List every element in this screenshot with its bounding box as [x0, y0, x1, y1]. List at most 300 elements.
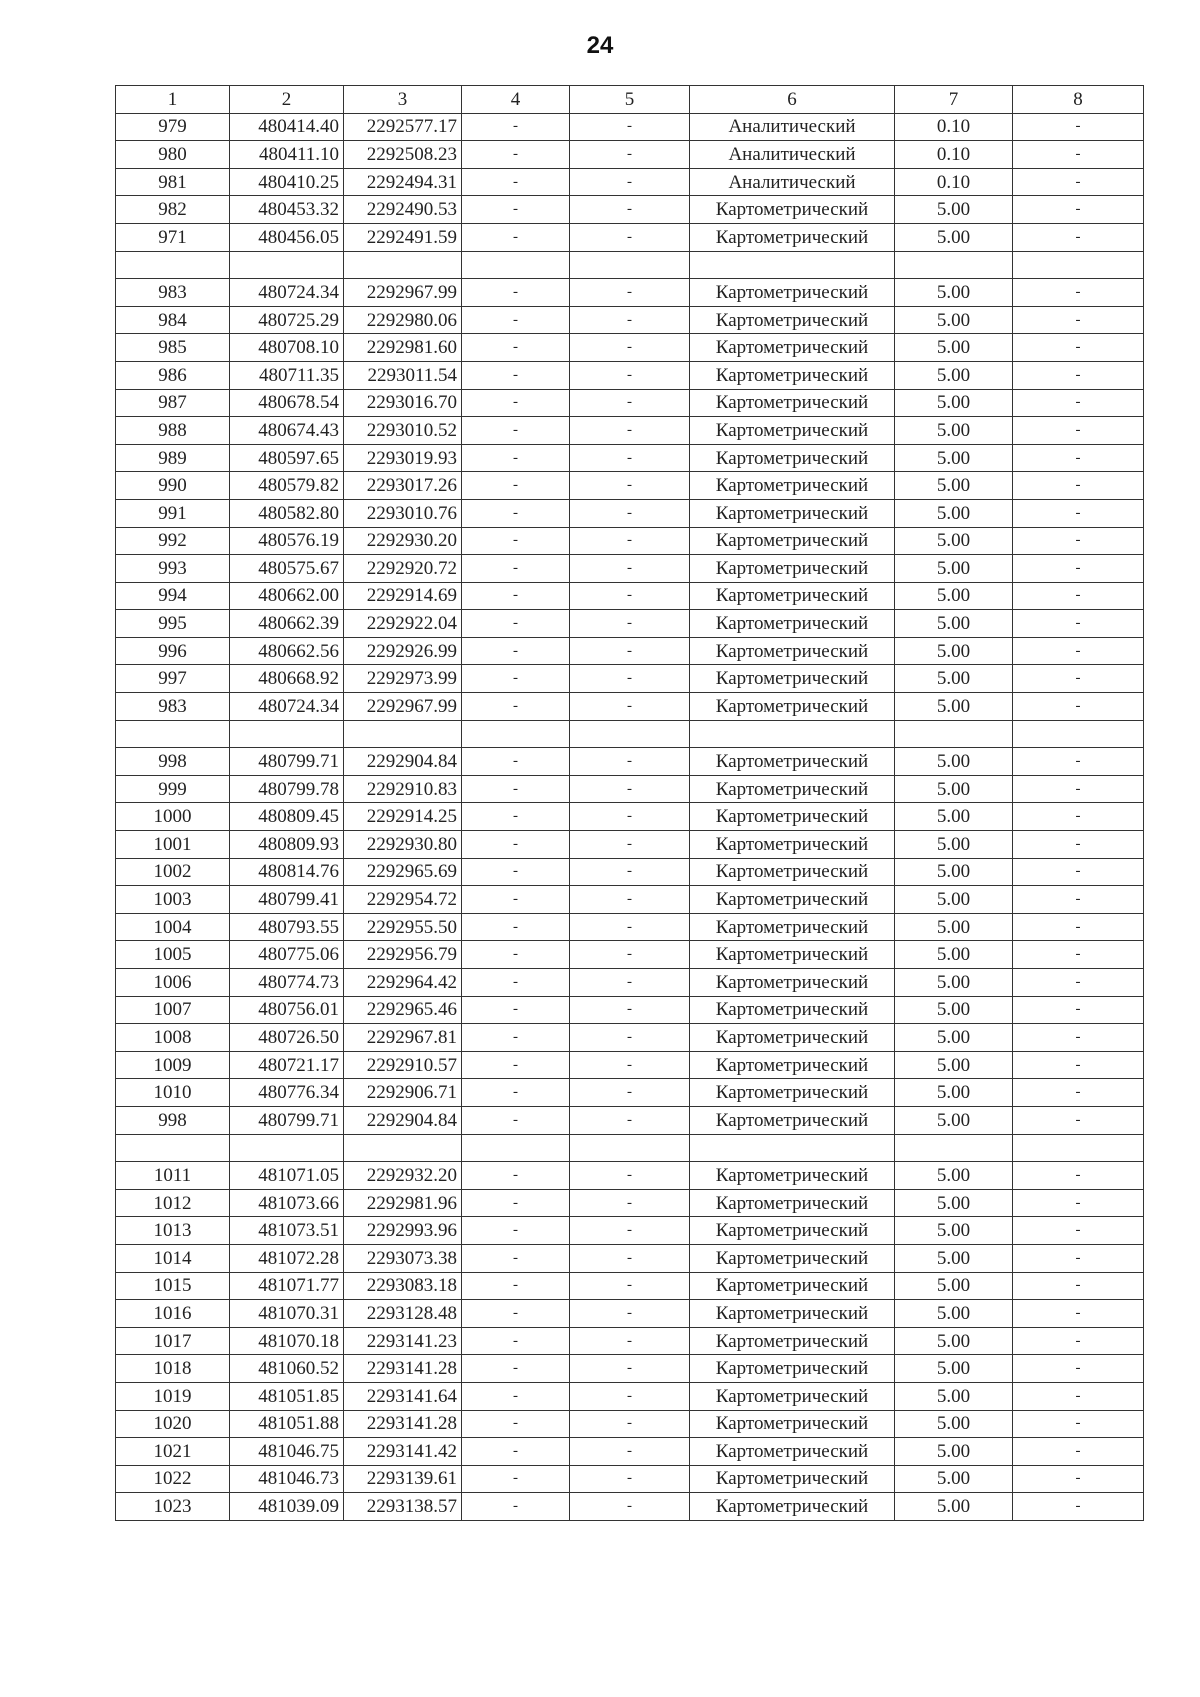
table-cell: Картометрический	[690, 1189, 895, 1217]
table-cell: 5.00	[895, 1493, 1013, 1521]
table-row	[116, 886, 1144, 914]
table-cell: 983	[116, 279, 230, 307]
table-cell: 480579.82	[230, 472, 344, 500]
table-cell: -	[570, 1382, 690, 1410]
column-header: 1	[116, 86, 230, 114]
table-cell: Картометрический	[690, 913, 895, 941]
table-cell: 2292973.99	[344, 665, 462, 693]
table-cell: 5.00	[895, 1079, 1013, 1107]
table-cell: -	[570, 168, 690, 196]
table-cell: -	[1013, 444, 1144, 472]
table-cell: 5.00	[895, 1051, 1013, 1079]
table-cell: 480456.05	[230, 223, 344, 251]
table-cell: 5.00	[895, 1106, 1013, 1134]
table-row	[116, 527, 1144, 555]
table-cell: 971	[116, 223, 230, 251]
table-cell: 5.00	[895, 831, 1013, 859]
table-cell: -	[1013, 969, 1144, 997]
table-cell: -	[462, 1327, 570, 1355]
table-cell: 2293141.28	[344, 1355, 462, 1383]
table-cell: 2292914.69	[344, 582, 462, 610]
table-cell: 1021	[116, 1438, 230, 1466]
table-cell: 2292965.69	[344, 858, 462, 886]
table-cell: Картометрический	[690, 1327, 895, 1355]
table-cell: 2292930.20	[344, 527, 462, 555]
table-cell: Картометрический	[690, 775, 895, 803]
table-cell: 987	[116, 389, 230, 417]
table-cell: 2292906.71	[344, 1079, 462, 1107]
table-cell: -	[570, 941, 690, 969]
table-cell: 5.00	[895, 1465, 1013, 1493]
table-cell: -	[1013, 306, 1144, 334]
table-cell: 480582.80	[230, 499, 344, 527]
table-cell: -	[1013, 334, 1144, 362]
empty-cell	[462, 720, 570, 748]
table-cell: 480809.45	[230, 803, 344, 831]
table-cell: 480726.50	[230, 1024, 344, 1052]
table-cell: 5.00	[895, 279, 1013, 307]
table-cell: 2292904.84	[344, 748, 462, 776]
table-cell: -	[462, 637, 570, 665]
table-cell: 2292967.99	[344, 693, 462, 721]
table-cell: -	[1013, 361, 1144, 389]
table-cell: 1018	[116, 1355, 230, 1383]
table-header-row	[116, 86, 1144, 114]
table-cell: 480662.00	[230, 582, 344, 610]
table-cell: -	[462, 499, 570, 527]
table-cell: 480668.92	[230, 665, 344, 693]
column-header: 8	[1013, 86, 1144, 114]
table-cell: 5.00	[895, 527, 1013, 555]
table-cell: 480678.54	[230, 389, 344, 417]
table-cell: 2292964.42	[344, 969, 462, 997]
table-cell: -	[462, 610, 570, 638]
table-cell: -	[462, 665, 570, 693]
table-cell: 2293010.52	[344, 417, 462, 445]
table-cell: 5.00	[895, 1272, 1013, 1300]
table-cell: 5.00	[895, 555, 1013, 583]
empty-cell	[344, 251, 462, 279]
table-cell: -	[1013, 1079, 1144, 1107]
table-row	[116, 996, 1144, 1024]
table-cell: -	[462, 141, 570, 169]
table-cell: -	[462, 1162, 570, 1190]
table-cell: 1010	[116, 1079, 230, 1107]
table-cell: 2293083.18	[344, 1272, 462, 1300]
table-row	[116, 1106, 1144, 1134]
table-cell: -	[1013, 389, 1144, 417]
empty-cell	[690, 1134, 895, 1162]
table-cell: -	[462, 1465, 570, 1493]
table-cell: 480662.39	[230, 610, 344, 638]
table-cell: -	[570, 831, 690, 859]
table-cell: 0.10	[895, 113, 1013, 141]
table-body	[116, 86, 1144, 1521]
table-cell: -	[462, 361, 570, 389]
table-cell: -	[570, 1106, 690, 1134]
table-cell: 5.00	[895, 693, 1013, 721]
table-row	[116, 775, 1144, 803]
table-cell: -	[570, 361, 690, 389]
table-cell: 2292967.81	[344, 1024, 462, 1052]
table-cell: 481071.05	[230, 1162, 344, 1190]
table-cell: Картометрический	[690, 886, 895, 914]
table-cell: 2292955.50	[344, 913, 462, 941]
table-cell: -	[570, 748, 690, 776]
table-cell: -	[570, 1189, 690, 1217]
table-cell: 2292491.59	[344, 223, 462, 251]
table-cell: 2293141.42	[344, 1438, 462, 1466]
table-cell: -	[570, 113, 690, 141]
table-cell: -	[462, 969, 570, 997]
table-cell: 5.00	[895, 637, 1013, 665]
table-cell: 994	[116, 582, 230, 610]
table-cell: -	[570, 803, 690, 831]
table-cell: -	[1013, 499, 1144, 527]
table-cell: 480708.10	[230, 334, 344, 362]
table-row	[116, 637, 1144, 665]
table-cell: 995	[116, 610, 230, 638]
table-cell: 2292981.96	[344, 1189, 462, 1217]
table-cell: 480809.93	[230, 831, 344, 859]
table-cell: 1004	[116, 913, 230, 941]
table-cell: 480799.41	[230, 886, 344, 914]
table-cell: 5.00	[895, 417, 1013, 445]
table-cell: -	[462, 1355, 570, 1383]
table-cell: Картометрический	[690, 499, 895, 527]
table-cell: -	[462, 775, 570, 803]
table-cell: 5.00	[895, 361, 1013, 389]
table-cell: -	[462, 693, 570, 721]
table-cell: -	[1013, 1438, 1144, 1466]
table-cell: -	[1013, 168, 1144, 196]
table-cell: -	[570, 886, 690, 914]
table-cell: 481051.85	[230, 1382, 344, 1410]
table-cell: -	[1013, 941, 1144, 969]
table-row	[116, 223, 1144, 251]
table-row	[116, 1410, 1144, 1438]
table-cell: 2292965.46	[344, 996, 462, 1024]
table-cell: 2292922.04	[344, 610, 462, 638]
table-cell: 2292494.31	[344, 168, 462, 196]
table-cell: -	[1013, 1465, 1144, 1493]
table-cell: -	[462, 1079, 570, 1107]
table-cell: 2292954.72	[344, 886, 462, 914]
table-row	[116, 1189, 1144, 1217]
table-cell: 2292508.23	[344, 141, 462, 169]
table-cell: -	[570, 472, 690, 500]
table-row	[116, 279, 1144, 307]
table-row	[116, 334, 1144, 362]
table-row	[116, 1493, 1144, 1521]
table-cell: -	[1013, 1355, 1144, 1383]
table-cell: 5.00	[895, 306, 1013, 334]
table-cell: 5.00	[895, 1382, 1013, 1410]
table-cell: 989	[116, 444, 230, 472]
table-cell: -	[462, 996, 570, 1024]
table-cell: 2293141.64	[344, 1382, 462, 1410]
empty-cell	[462, 251, 570, 279]
table-cell: Картометрический	[690, 637, 895, 665]
table-cell: -	[462, 306, 570, 334]
table-cell: 1013	[116, 1217, 230, 1245]
table-cell: 480576.19	[230, 527, 344, 555]
table-cell: 481051.88	[230, 1410, 344, 1438]
table-cell: Картометрический	[690, 748, 895, 776]
table-cell: Картометрический	[690, 1079, 895, 1107]
table-cell: 5.00	[895, 1410, 1013, 1438]
table-cell: -	[1013, 1024, 1144, 1052]
table-cell: Картометрический	[690, 306, 895, 334]
table-cell: -	[1013, 1272, 1144, 1300]
table-cell: -	[570, 527, 690, 555]
column-header: 6	[690, 86, 895, 114]
table-cell: 2292904.84	[344, 1106, 462, 1134]
table-cell: Аналитический	[690, 113, 895, 141]
table-cell: 5.00	[895, 803, 1013, 831]
table-cell: 5.00	[895, 1162, 1013, 1190]
table-row	[116, 555, 1144, 583]
table-cell: 1016	[116, 1300, 230, 1328]
table-cell: 5.00	[895, 1300, 1013, 1328]
table-cell: -	[570, 417, 690, 445]
table-cell: 2292956.79	[344, 941, 462, 969]
table-cell: Картометрический	[690, 1106, 895, 1134]
table-cell: 1009	[116, 1051, 230, 1079]
table-cell: -	[1013, 555, 1144, 583]
table-row	[116, 141, 1144, 169]
table-cell: 1023	[116, 1493, 230, 1521]
table-cell: Картометрический	[690, 1244, 895, 1272]
table-cell: -	[462, 1024, 570, 1052]
separator-row	[116, 720, 1144, 748]
table-cell: 5.00	[895, 969, 1013, 997]
empty-cell	[116, 251, 230, 279]
empty-cell	[116, 720, 230, 748]
table-cell: 480776.34	[230, 1079, 344, 1107]
table-cell: 0.10	[895, 168, 1013, 196]
table-cell: -	[570, 858, 690, 886]
table-cell: 1011	[116, 1162, 230, 1190]
table-cell: -	[1013, 1300, 1144, 1328]
column-header: 7	[895, 86, 1013, 114]
table-cell: -	[1013, 1244, 1144, 1272]
table-cell: -	[1013, 1217, 1144, 1245]
table-cell: -	[570, 1465, 690, 1493]
table-cell: -	[462, 1438, 570, 1466]
table-cell: -	[462, 1244, 570, 1272]
table-cell: 5.00	[895, 748, 1013, 776]
table-row	[116, 913, 1144, 941]
table-cell: 5.00	[895, 444, 1013, 472]
table-row	[116, 306, 1144, 334]
table-cell: 5.00	[895, 1217, 1013, 1245]
table-cell: -	[570, 1051, 690, 1079]
table-row	[116, 168, 1144, 196]
table-cell: -	[462, 444, 570, 472]
table-cell: -	[462, 886, 570, 914]
table-cell: 998	[116, 748, 230, 776]
table-cell: -	[570, 1244, 690, 1272]
table-row	[116, 1244, 1144, 1272]
table-row	[116, 693, 1144, 721]
table-cell: 1014	[116, 1244, 230, 1272]
table-cell: Картометрический	[690, 665, 895, 693]
table-cell: -	[1013, 1382, 1144, 1410]
table-cell: -	[462, 555, 570, 583]
table-cell: Картометрический	[690, 941, 895, 969]
table-cell: 980	[116, 141, 230, 169]
table-cell: 986	[116, 361, 230, 389]
table-cell: 480814.76	[230, 858, 344, 886]
table-cell: Картометрический	[690, 831, 895, 859]
empty-cell	[570, 251, 690, 279]
table-cell: 5.00	[895, 1327, 1013, 1355]
table-row	[116, 858, 1144, 886]
table-cell: Картометрический	[690, 279, 895, 307]
table-cell: -	[570, 969, 690, 997]
table-cell: 2293141.28	[344, 1410, 462, 1438]
table-cell: 2292910.57	[344, 1051, 462, 1079]
table-cell: 988	[116, 417, 230, 445]
table-cell: -	[1013, 996, 1144, 1024]
table-cell: 1019	[116, 1382, 230, 1410]
table-cell: -	[462, 1106, 570, 1134]
table-cell: -	[570, 223, 690, 251]
table-cell: -	[1013, 665, 1144, 693]
empty-cell	[690, 251, 895, 279]
table-cell: Картометрический	[690, 1465, 895, 1493]
table-cell: -	[570, 1024, 690, 1052]
table-cell: -	[1013, 775, 1144, 803]
table-cell: 991	[116, 499, 230, 527]
table-row	[116, 1438, 1144, 1466]
table-cell: 1001	[116, 831, 230, 859]
table-cell: -	[462, 472, 570, 500]
table-row	[116, 610, 1144, 638]
empty-cell	[570, 1134, 690, 1162]
separator-row	[116, 1134, 1144, 1162]
empty-cell	[230, 720, 344, 748]
table-cell: 5.00	[895, 1355, 1013, 1383]
table-row	[116, 969, 1144, 997]
table-cell: -	[1013, 527, 1144, 555]
table-row	[116, 196, 1144, 224]
table-cell: -	[1013, 1189, 1144, 1217]
table-cell: 996	[116, 637, 230, 665]
table-cell: 480662.56	[230, 637, 344, 665]
table-cell: 5.00	[895, 472, 1013, 500]
table-cell: 2293138.57	[344, 1493, 462, 1521]
table-cell: 2293010.76	[344, 499, 462, 527]
table-cell: 992	[116, 527, 230, 555]
table-cell: -	[1013, 472, 1144, 500]
table-row	[116, 1355, 1144, 1383]
table-cell: 985	[116, 334, 230, 362]
table-cell: 5.00	[895, 913, 1013, 941]
table-cell: Картометрический	[690, 582, 895, 610]
table-cell: -	[1013, 1327, 1144, 1355]
table-cell: -	[462, 858, 570, 886]
column-header: 2	[230, 86, 344, 114]
table-cell: 979	[116, 113, 230, 141]
table-row	[116, 113, 1144, 141]
table-cell: 2292967.99	[344, 279, 462, 307]
table-row	[116, 1024, 1144, 1052]
empty-cell	[570, 720, 690, 748]
table-cell: -	[570, 693, 690, 721]
table-cell: -	[1013, 1162, 1144, 1190]
table-cell: 999	[116, 775, 230, 803]
table-row	[116, 831, 1144, 859]
table-cell: Картометрический	[690, 196, 895, 224]
table-cell: 5.00	[895, 334, 1013, 362]
table-cell: Картометрический	[690, 334, 895, 362]
table-cell: 480756.01	[230, 996, 344, 1024]
table-row	[116, 748, 1144, 776]
table-cell: Картометрический	[690, 1024, 895, 1052]
table-cell: 5.00	[895, 996, 1013, 1024]
table-cell: 480799.78	[230, 775, 344, 803]
table-cell: -	[462, 168, 570, 196]
table-cell: -	[570, 610, 690, 638]
empty-cell	[344, 720, 462, 748]
table-cell: -	[462, 223, 570, 251]
table-cell: -	[462, 527, 570, 555]
table-cell: 5.00	[895, 610, 1013, 638]
table-cell: -	[1013, 417, 1144, 445]
table-cell: 480410.25	[230, 168, 344, 196]
table-cell: -	[570, 306, 690, 334]
empty-cell	[895, 251, 1013, 279]
table-cell: 480674.43	[230, 417, 344, 445]
table-cell: -	[462, 831, 570, 859]
table-cell: Картометрический	[690, 996, 895, 1024]
table-cell: Картометрический	[690, 693, 895, 721]
empty-cell	[1013, 720, 1144, 748]
table-cell: -	[1013, 1493, 1144, 1521]
table-cell: -	[1013, 1051, 1144, 1079]
table-cell: 5.00	[895, 582, 1013, 610]
table-cell: 1005	[116, 941, 230, 969]
table-cell: Картометрический	[690, 555, 895, 583]
table-cell: 2292993.96	[344, 1217, 462, 1245]
table-cell: 480721.17	[230, 1051, 344, 1079]
table-cell: -	[462, 196, 570, 224]
table-cell: 982	[116, 196, 230, 224]
empty-cell	[895, 720, 1013, 748]
table-cell: 1020	[116, 1410, 230, 1438]
table-cell: -	[570, 996, 690, 1024]
table-cell: 1022	[116, 1465, 230, 1493]
empty-cell	[462, 1134, 570, 1162]
table-cell: 2293128.48	[344, 1300, 462, 1328]
table-cell: Картометрический	[690, 1217, 895, 1245]
table-cell: Картометрический	[690, 472, 895, 500]
table-row	[116, 444, 1144, 472]
table-row	[116, 1300, 1144, 1328]
table-cell: -	[1013, 913, 1144, 941]
table-cell: Картометрический	[690, 389, 895, 417]
table-cell: -	[462, 1272, 570, 1300]
table-cell: -	[462, 417, 570, 445]
table-cell: -	[570, 665, 690, 693]
table-cell: -	[462, 941, 570, 969]
table-cell: -	[570, 196, 690, 224]
coordinates-table	[115, 85, 1144, 1521]
table-cell: 2293141.23	[344, 1327, 462, 1355]
table-cell: Картометрический	[690, 527, 895, 555]
